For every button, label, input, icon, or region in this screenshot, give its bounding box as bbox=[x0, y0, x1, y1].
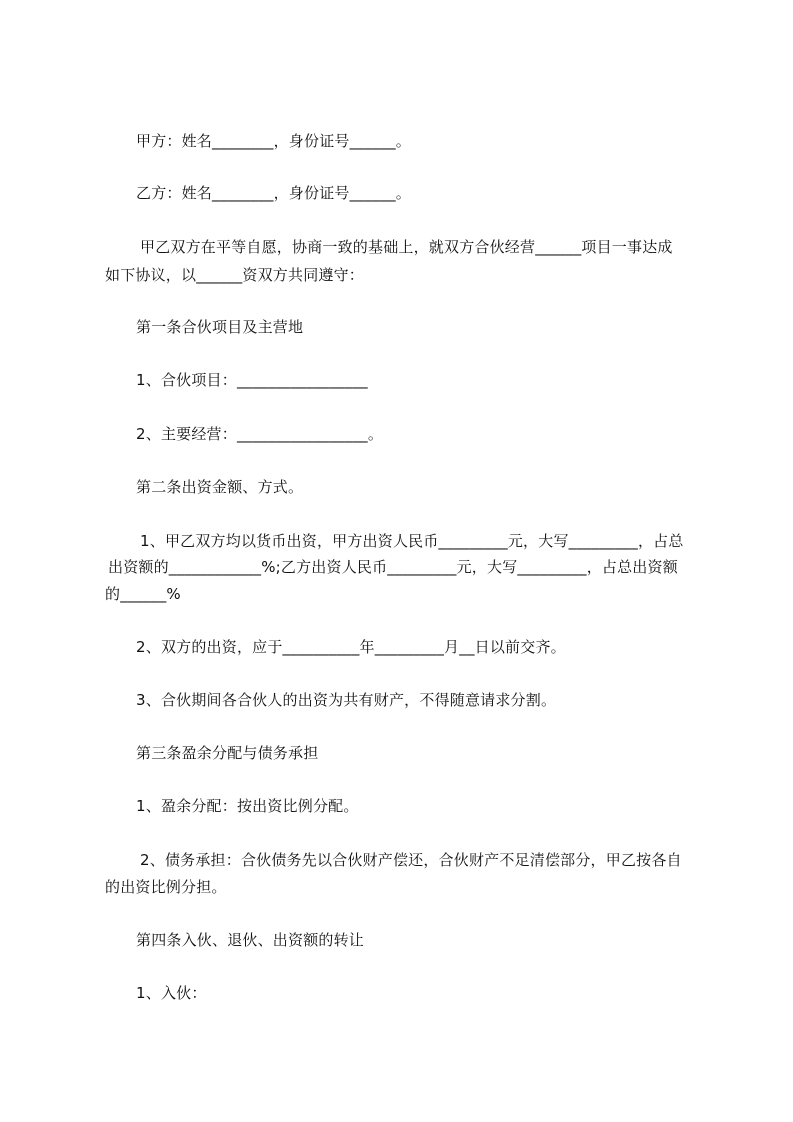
article-1-item-2: 2、主要经营：_________________。 bbox=[136, 425, 384, 443]
party-b-line: 乙方：姓名________，身份证号______。 bbox=[136, 184, 412, 202]
article-3-item-2-line-2: 的出资比例分担。 bbox=[105, 878, 227, 896]
article-1-title: 第一条合伙项目及主营地 bbox=[136, 318, 304, 336]
party-a-line: 甲方：姓名________，身份证号______。 bbox=[136, 132, 412, 150]
article-2-item-1-line-3: 的______% bbox=[105, 585, 181, 603]
article-2-item-2: 2、双方的出资，应于__________年_________月__日以前交齐。 bbox=[136, 638, 566, 656]
article-2-item-1-line-1: 1、甲乙双方均以货币出资，甲方出资人民币_________元，大写_________，占总 bbox=[140, 532, 684, 550]
article-3-item-2-line-1: 2、债务承担：合伙债务先以合伙财产偿还，合伙财产不足清偿部分，甲乙按各自 bbox=[140, 851, 682, 869]
article-3-item-1: 1、盈余分配：按出资比例分配。 bbox=[136, 797, 359, 815]
intro-line-2: 如下协议，以______资双方共同遵守： bbox=[105, 266, 365, 284]
article-1-item-1: 1、合伙项目：_________________ bbox=[136, 371, 368, 389]
article-2-item-3: 3、合伙期间各合伙人的出资为共有财产，不得随意请求分割。 bbox=[136, 691, 557, 709]
article-4-item-1: 1、入伙： bbox=[136, 984, 207, 1002]
article-2-title: 第二条出资金额、方式。 bbox=[136, 478, 304, 496]
article-4-title: 第四条入伙、退伙、出资额的转让 bbox=[136, 931, 365, 949]
article-3-title: 第三条盈余分配与债务承担 bbox=[136, 744, 319, 762]
article-2-item-1-line-2: 出资额的____________%;乙方出资人民币_________元，大写_________，占总出资额 bbox=[108, 558, 678, 576]
intro-line-1: 甲乙双方在平等自愿，协商一致的基础上，就双方合伙经营______项目一事达成 bbox=[140, 238, 673, 256]
